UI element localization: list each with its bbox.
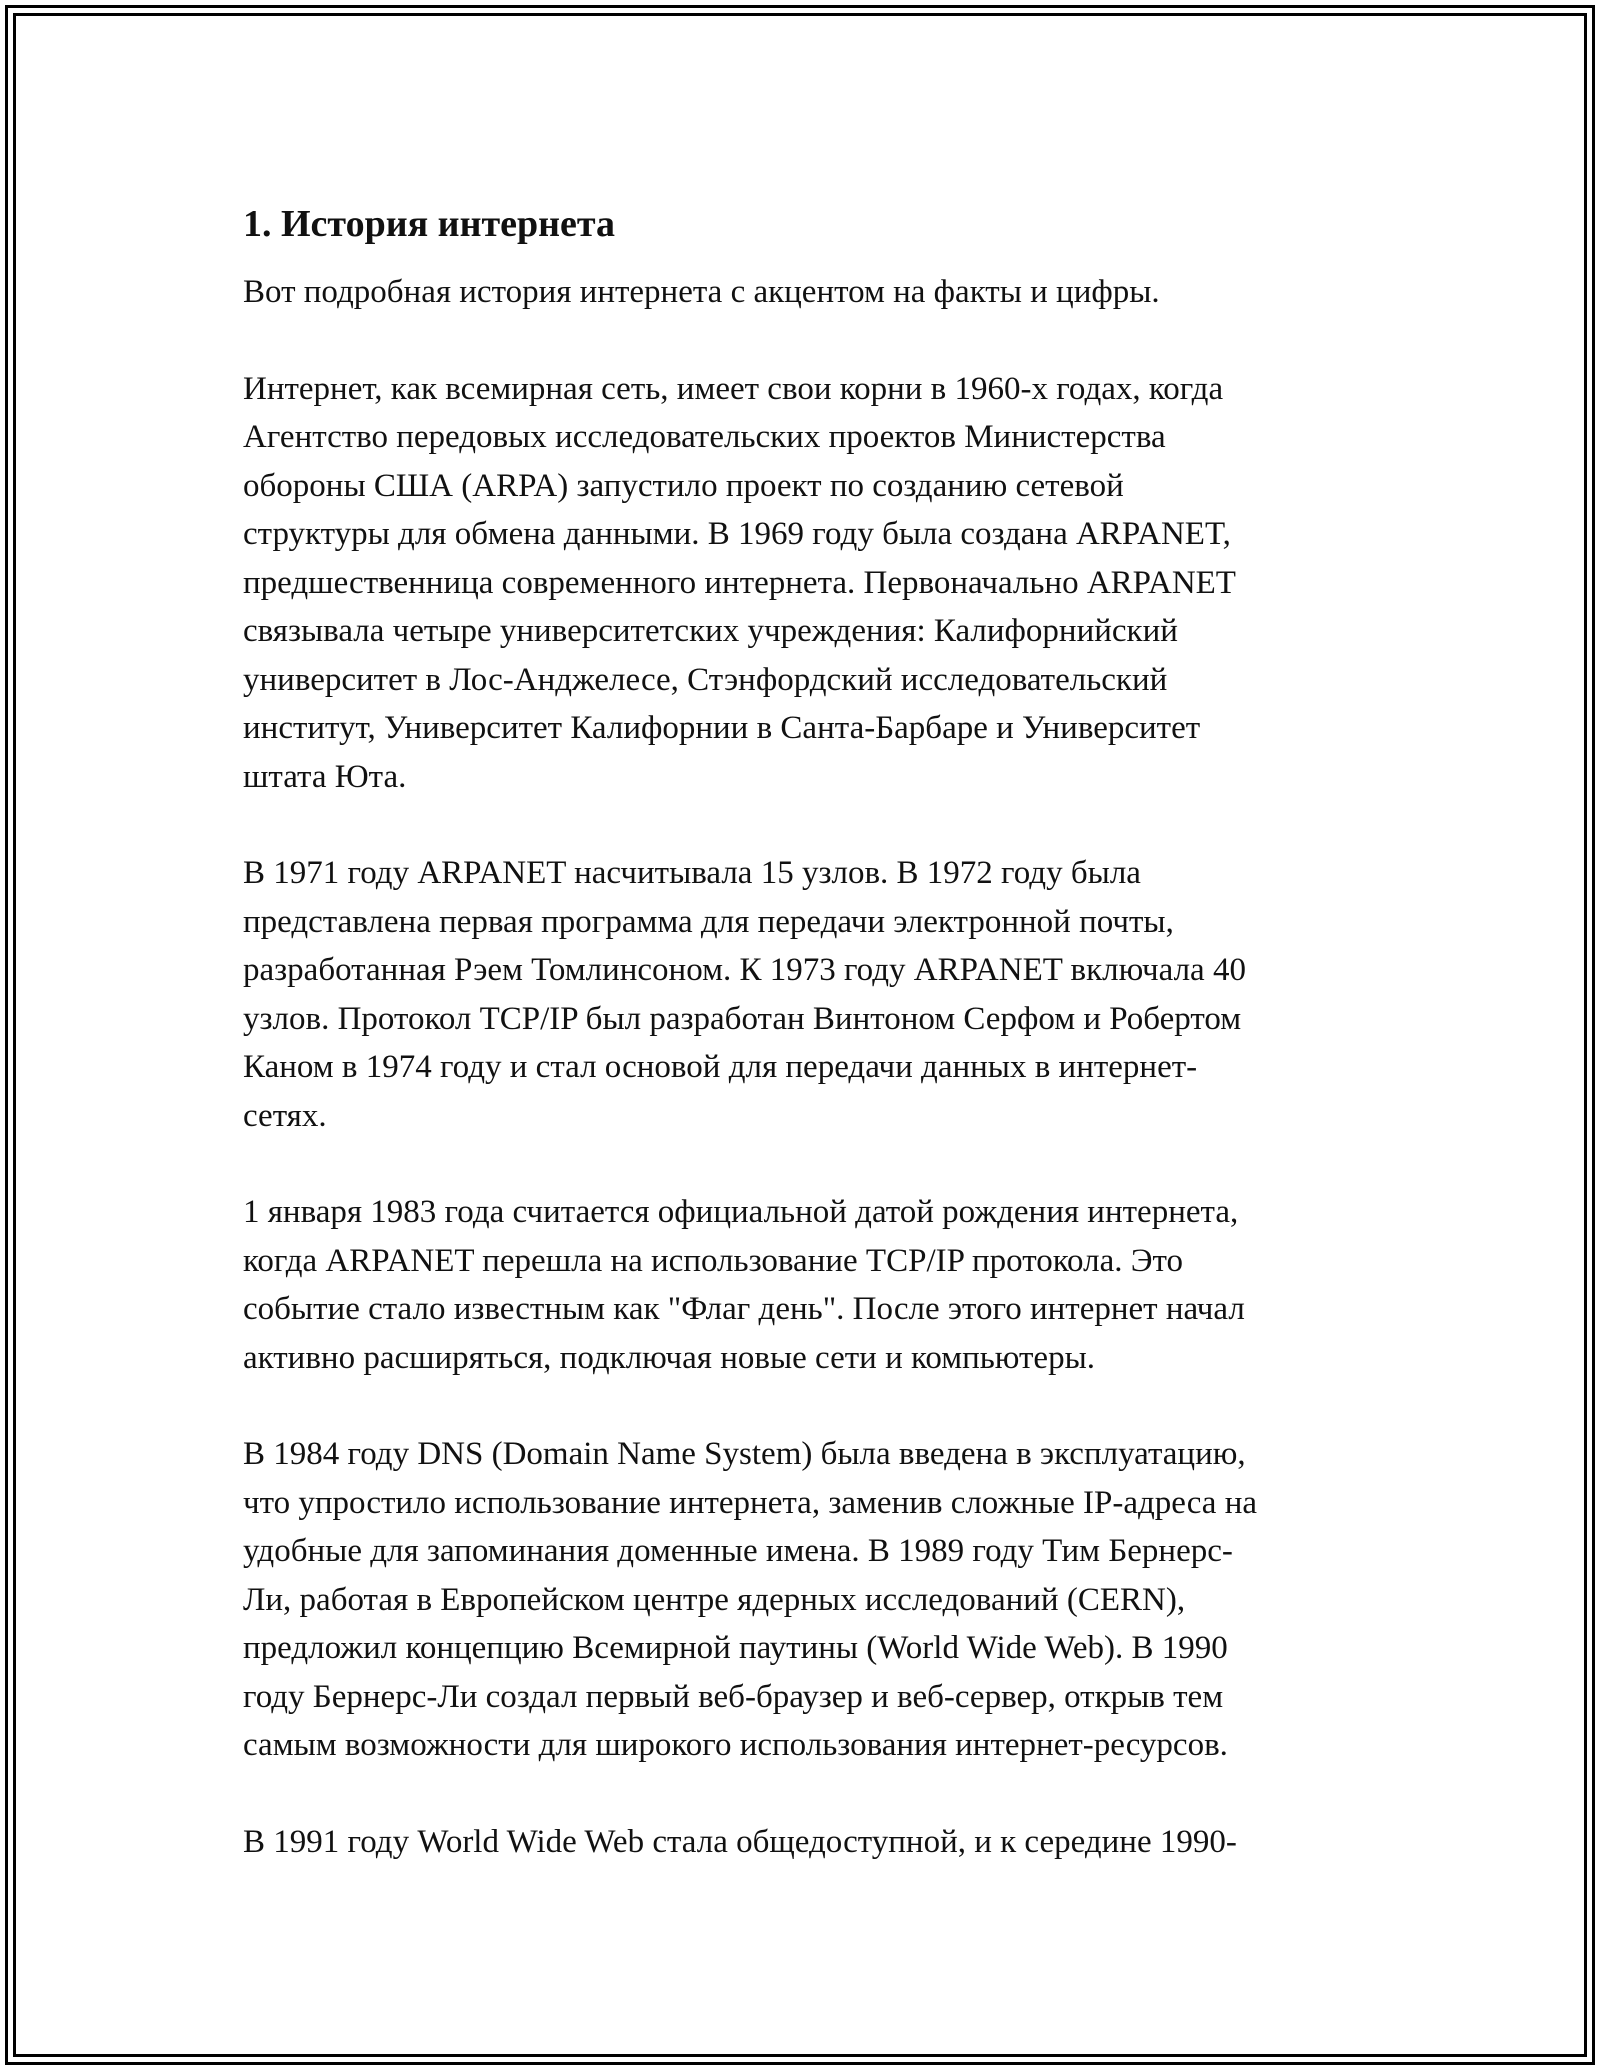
paragraph-1970s: [243, 849, 1383, 1140]
page-frame: [5, 5, 1595, 2065]
text-line: что упростило использование интернета, заменив сложные IP-адреса на: [243, 1484, 1258, 1521]
text-line: структуры для обмена данными. В 1969 году была создана ARPANET,: [243, 516, 1231, 552]
text-line: событие стало известным как "Флаг день". После этого интернет начал: [243, 1291, 1245, 1327]
text-line: Агентство передовых исследовательских проектов Министерства: [243, 419, 1166, 455]
text-line: разработанная Рэем Томлинсоном. К 1973 году ARPANET включала 40: [243, 952, 1246, 988]
document-content: [243, 196, 1383, 1914]
text-line: институт, Университет Калифорнии в Санта-Барбаре и Университет: [243, 710, 1201, 746]
text-line: В 1971 году ARPANET насчитывала 15 узлов. В 1972 году была: [243, 855, 1141, 891]
section-heading: 1. История интернета: [243, 203, 616, 245]
text-line: когда ARPANET перешла на использование TCP/IP протокола. Это: [243, 1242, 1184, 1279]
text-line: Ли, работая в Европейском центре ядерных исследований (CERN),: [243, 1581, 1186, 1618]
text-line: связывала четыре университетских учреждения: Калифорнийский: [243, 613, 1178, 649]
text-line: обороны США (ARPA) запустило проект по созданию сетевой: [243, 467, 1124, 504]
text-line: предшественница современного интернета. Первоначально ARPANET: [243, 564, 1236, 601]
paragraph-origins: [243, 365, 1383, 802]
text-line: университет в Лос-Анджелесе, Стэнфордский исследовательский: [243, 661, 1168, 698]
text-line: В 1991 году World Wide Web стала общедоступной, и к середине 1990-: [243, 1823, 1237, 1860]
text-line: предложил концепцию Всемирной паутины (World Wide Web). В 1990: [243, 1630, 1228, 1666]
text-line: 1 января 1983 года считается официальной датой рождения интернета,: [243, 1194, 1239, 1230]
intro-text: Вот подробная история интернета с акцентом на факты и цифры.: [243, 274, 1160, 310]
text-line: сетях.: [243, 1097, 327, 1134]
text-line: удобные для запоминания доменные имена. В 1989 году Тим Бернерс-: [243, 1533, 1233, 1569]
paragraph-1983: [243, 1188, 1383, 1382]
text-line: активно расширяться, подключая новые сети и компьютеры.: [243, 1339, 1096, 1376]
text-line: В 1984 году DNS (Domain Name System) была введена в эксплуатацию,: [243, 1436, 1246, 1472]
text-line: представлена первая программа для передачи электронной почты,: [243, 903, 1174, 940]
text-line: штата Юта.: [243, 758, 407, 795]
paragraph-dns-www: [243, 1430, 1383, 1770]
text-line: году Бернерс-Ли создал первый веб-браузер и веб-сервер, открыв тем: [243, 1678, 1224, 1715]
text-line: Интернет, как всемирная сеть, имеет свои корни в 1960-х годах, когда: [243, 370, 1224, 407]
paragraph-1991: [243, 1818, 1383, 1867]
text-line: самым возможности для широкого использования интернет-ресурсов.: [243, 1727, 1228, 1763]
text-line: Каном в 1974 году и стал основой для передачи данных в интернет-: [243, 1049, 1198, 1085]
text-line: узлов. Протокол TCP/IP был разработан Винтоном Серфом и Робертом: [243, 1000, 1242, 1037]
